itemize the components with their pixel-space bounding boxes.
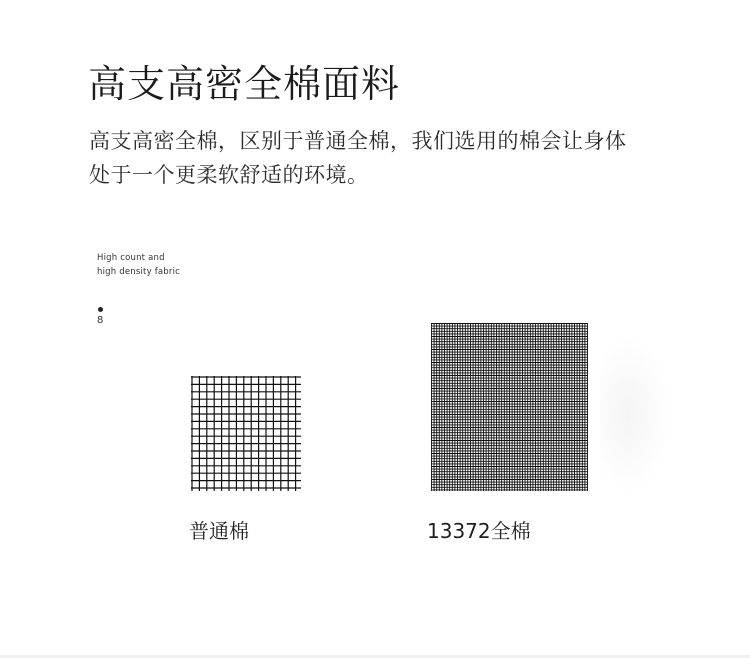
caption-digit: 8 <box>97 315 104 326</box>
regular-cotton-label: 普通棉 <box>189 519 249 543</box>
page-title: 高支高密全棉面料 <box>88 62 401 106</box>
intro-paragraph <box>89 124 679 192</box>
bullet-dot <box>98 307 103 312</box>
dense-weave-grid <box>431 323 588 491</box>
photo-glare <box>600 335 670 495</box>
fabric-caption-line-1: High count and <box>97 253 165 263</box>
fabric-caption-line-2: high density fabric <box>97 267 181 277</box>
regular-cotton-swatch <box>191 376 301 491</box>
intro-line-1: 高支高密全棉，区别于普通全棉，我们选用的棉会让身体 <box>89 129 627 153</box>
regular-weave-grid <box>191 376 301 491</box>
fabric-caption <box>97 251 180 279</box>
dense-cotton-label: 13372全棉 <box>427 519 531 543</box>
dense-cotton-swatch <box>431 323 588 491</box>
intro-line-2: 处于一个更柔软舒适的环境。 <box>89 163 369 187</box>
